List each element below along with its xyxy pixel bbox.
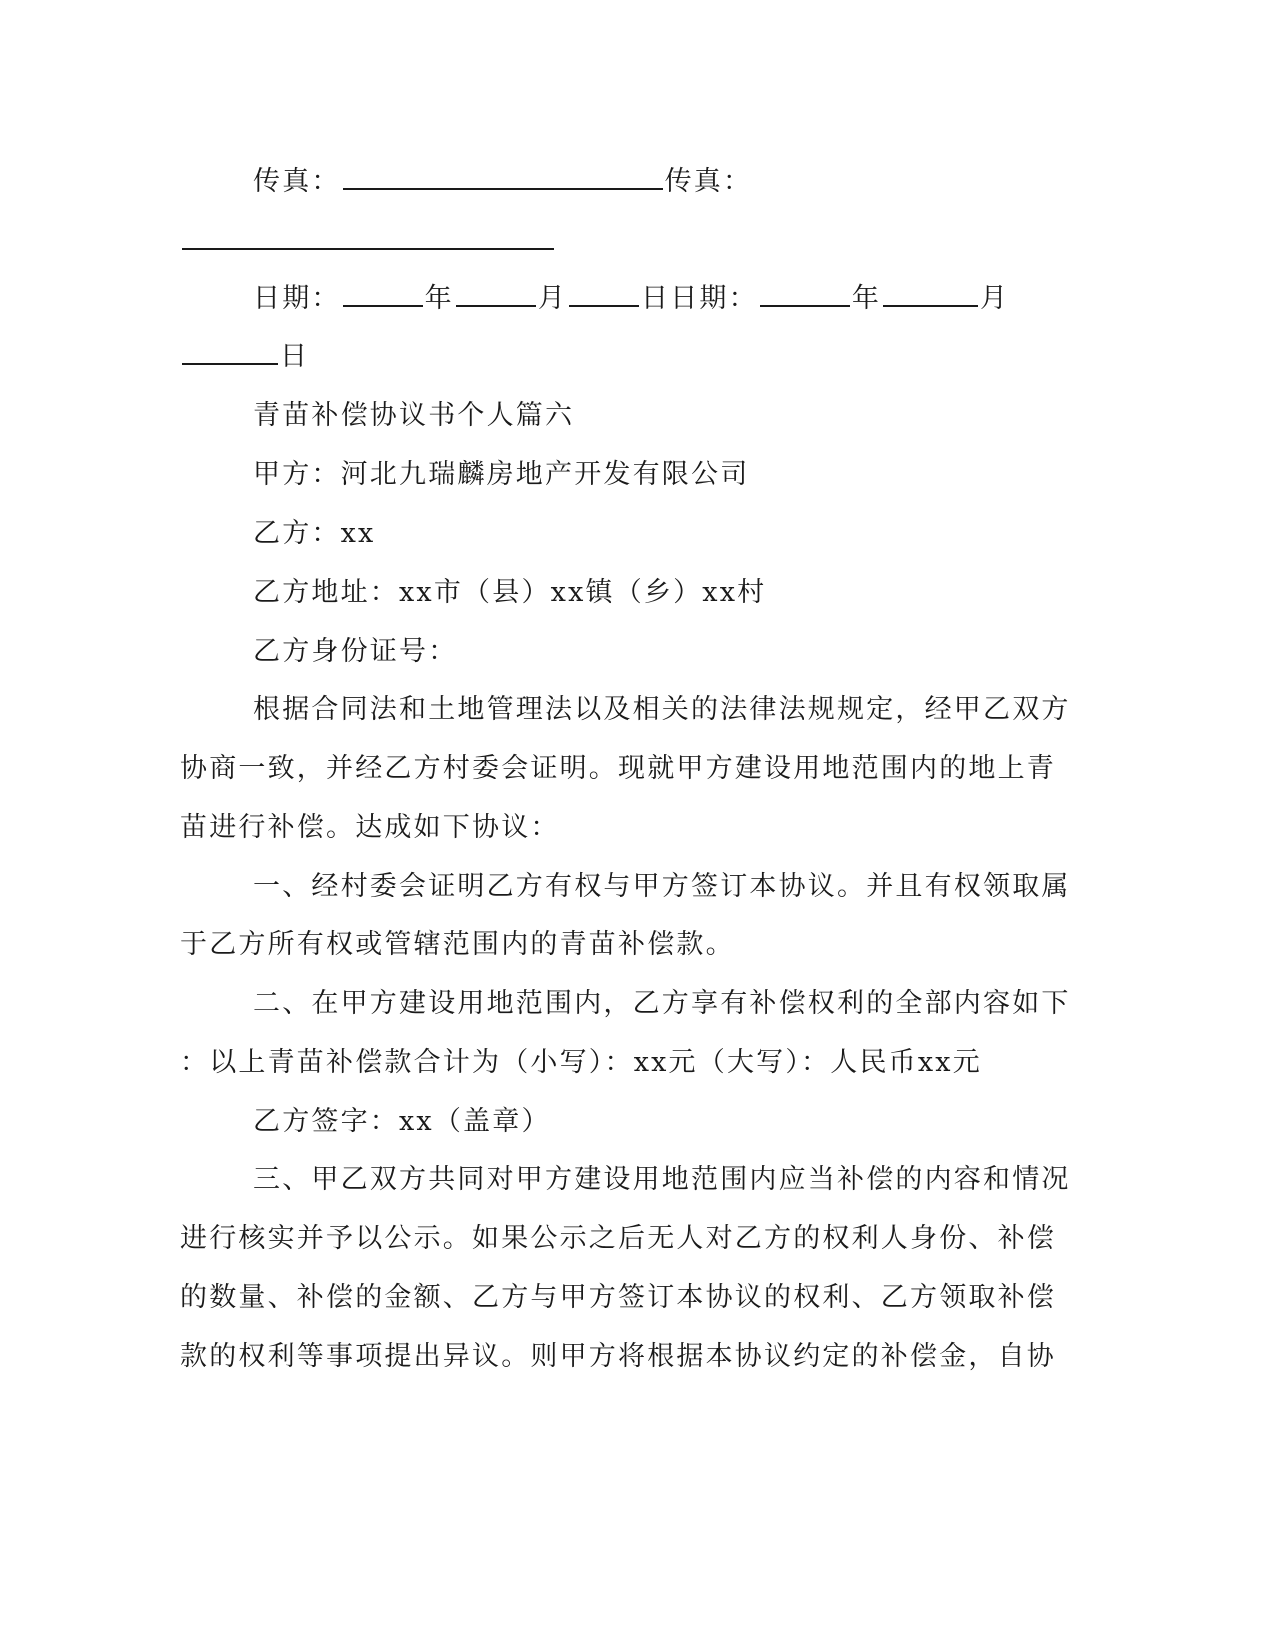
party-b: 乙方：xx [253,518,376,549]
date-row [253,279,1009,319]
clause3-line-4: 款的权利等事项提出异议。则甲方将根据本协议约定的补偿金，自协 [180,1341,1056,1372]
fax-label-b: 传真： [664,166,753,197]
date-label-b: 日日期： [641,283,758,314]
date-day-label-b: 日 [280,341,310,372]
date-year-blank-b [760,283,850,307]
party-b-id: 乙方身份证号： [253,636,458,667]
date-month-label-b: 月 [980,283,1010,314]
date-year-blank-a [343,283,423,307]
date-year-label-a: 年 [424,283,454,314]
date-month-blank-a [456,283,536,307]
signature-line: 乙方签字：xx（盖章） [253,1106,551,1137]
date-day-blank-a [569,283,639,307]
fax-row-continuation [180,222,556,262]
intro-line-1: 根据合同法和土地管理法以及相关的法律法规规定，经甲乙双方 [253,694,1071,725]
date-year-label-b: 年 [851,283,882,314]
clause2-line-2: ：以上青苗补偿款合计为（小写）：xx元（大写）：人民币xx元 [180,1047,982,1078]
party-b-address: 乙方地址：xx市（县）xx镇（乡）xx村 [253,577,767,608]
fax-blank-b [182,226,554,250]
date-label-a: 日期： [253,283,341,314]
date-day-blank-b [182,341,278,365]
clause3-line-2: 进行核实并予以公示。如果公示之后无人对乙方的权利人身份、补偿 [180,1223,1056,1254]
section-heading: 青苗补偿协议书个人篇六 [253,400,575,431]
fax-blank-a [343,166,663,190]
fax-label-a: 传真： [253,166,341,197]
party-a: 甲方：河北九瑞麟房地产开发有限公司 [253,459,750,490]
clause1-line-1: 一、经村委会证明乙方有权与甲方签订本协议。并且有权领取属 [253,871,1071,902]
date-month-label-a: 月 [537,283,568,314]
fax-row [253,162,752,202]
intro-line-3: 苗进行补偿。达成如下协议： [180,812,560,843]
clause2-line-1: 二、在甲方建设用地范围内，乙方享有补偿权利的全部内容如下 [253,988,1071,1019]
date-row-continuation [180,337,309,377]
clause1-line-2: 于乙方所有权或管辖范围内的青苗补偿款。 [180,929,735,960]
intro-line-2: 协商一致，并经乙方村委会证明。现就甲方建设用地范围内的地上青 [180,753,1056,784]
clause3-line-1: 三、甲乙双方共同对甲方建设用地范围内应当补偿的内容和情况 [253,1164,1071,1195]
date-month-blank-b [883,283,978,307]
clause3-line-3: 的数量、补偿的金额、乙方与甲方签订本协议的权利、乙方领取补偿 [180,1282,1056,1313]
